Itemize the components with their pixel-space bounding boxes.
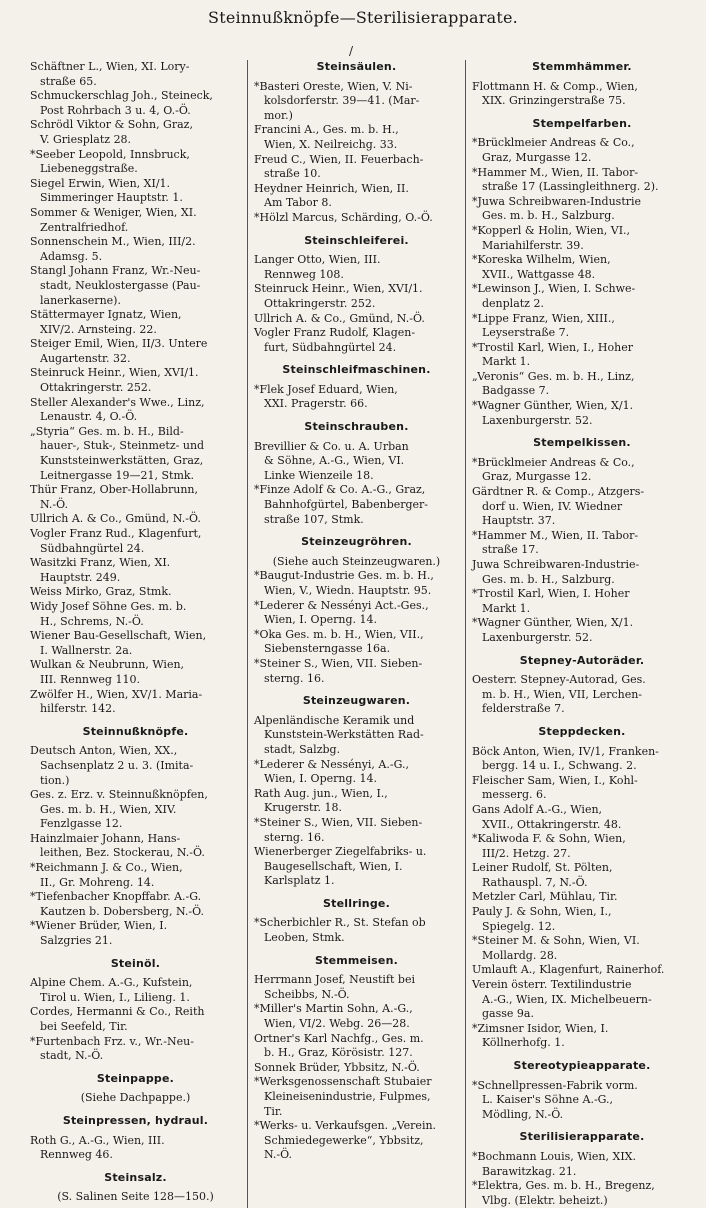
section-heading: Steinzeugwaren. bbox=[302, 694, 411, 708]
entry-continuation: Kunststein-Werkstätten Rad- bbox=[264, 728, 424, 742]
entry-continuation: sterng. 16. bbox=[264, 830, 325, 844]
entry-line: Sonnenschein M., Wien, III/2. bbox=[30, 235, 196, 249]
entry-line: *Elektra, Ges. m. b. H., Bregenz, bbox=[472, 1179, 655, 1193]
entry-continuation: Fenzlgasse 12. bbox=[40, 817, 123, 831]
see-also-note: (Siehe Dachpappe.) bbox=[80, 1091, 191, 1105]
entry-continuation: Hauptstr. 249. bbox=[40, 570, 121, 584]
page-title: Steinnußknöpfe—Sterilisierapparate. bbox=[208, 8, 518, 27]
entry-line: *Furtenbach Frz. v., Wr.-Neu- bbox=[30, 1034, 194, 1048]
entry-line: *Lederer & Nessényi Act.-Ges., bbox=[254, 598, 429, 612]
entry-continuation: Mödling, N.-Ö. bbox=[482, 1107, 564, 1121]
entry-continuation: Markt 1. bbox=[482, 355, 531, 369]
entry-continuation: Rennweg 108. bbox=[264, 267, 344, 281]
entry-continuation: Laxenburgerstr. 52. bbox=[482, 630, 593, 644]
entry-continuation: Salzgries 21. bbox=[40, 934, 113, 948]
entry-line: Vogler Franz Rud., Klagenfurt, bbox=[30, 527, 202, 540]
entry-continuation: leithen, Bez. Stockerau, N.-Ö. bbox=[40, 846, 205, 860]
entry-continuation: XIV/2. Arnsteing. 22. bbox=[40, 322, 157, 336]
entry-line: *Brücklmeier Andreas & Co., bbox=[472, 136, 635, 150]
entry-line: Flottmann H. & Comp., Wien, bbox=[472, 79, 638, 93]
entry-continuation: Liebeneggstraße. bbox=[40, 162, 138, 176]
section-heading: Steinpressen, hydraul. bbox=[62, 1113, 209, 1127]
entry-continuation: bei Seefeld, Tir. bbox=[40, 1020, 128, 1033]
entry-line: *Seeber Leopold, Innsbruck, bbox=[30, 147, 190, 161]
entry-line: Hainzlmaier Johann, Hans- bbox=[30, 831, 181, 845]
entry-line: Stangl Johann Franz, Wr.-Neu- bbox=[30, 264, 201, 278]
section-heading: Steinsalz. bbox=[104, 1170, 167, 1184]
entry-line: Ortner's Karl Nachfg., Ges. m. bbox=[254, 1031, 424, 1045]
section-heading: Stemmhämmer. bbox=[532, 60, 632, 73]
entry-continuation: m. b. H., Wien, VII, Lerchen- bbox=[482, 687, 643, 701]
entry-continuation: Ges. m. b. H., Salzburg. bbox=[482, 572, 615, 586]
entry-line: *Hammer M., Wien, II. Tabor- bbox=[472, 165, 639, 179]
entry-line: Schäftner L., Wien, XI. Lory- bbox=[30, 60, 190, 73]
entry-continuation: Wien, I. Operng. 14. bbox=[264, 772, 377, 786]
entry-continuation: Badgasse 7. bbox=[482, 384, 550, 398]
entry-continuation: Mollardg. 28. bbox=[482, 948, 558, 962]
entry-line: *Bochmann Louis, Wien, XIX. bbox=[472, 1149, 636, 1163]
entry-line: Metzler Carl, Mühlau, Tir. bbox=[472, 890, 618, 904]
entry-line: Freud C., Wien, II. Feuerbach- bbox=[254, 152, 424, 166]
entry-line: Alpine Chem. A.-G., Kufstein, bbox=[30, 976, 193, 990]
entry-line: Steinruck Heinr., Wien, XVI/1. bbox=[30, 366, 199, 380]
entry-continuation: Köllnerhofg. 1. bbox=[482, 1036, 565, 1050]
entry-continuation: Markt 1. bbox=[482, 601, 531, 615]
entry-line: *Wiener Brüder, Wien, I. bbox=[30, 919, 168, 933]
entry-continuation: V. Griesplatz 28. bbox=[40, 132, 132, 146]
entry-line: „Veronis“ Ges. m. b. H., Linz, bbox=[472, 369, 635, 383]
section-heading: Stempelfarben. bbox=[532, 116, 632, 130]
entry-line: Böck Anton, Wien, IV/1, Franken- bbox=[472, 744, 659, 758]
section-heading: Stereotypieapparate. bbox=[513, 1059, 651, 1072]
entry-continuation: N.-Ö. bbox=[264, 1148, 293, 1162]
entry-continuation: Linke Wienzeile 18. bbox=[264, 468, 374, 482]
section-heading: Steinpappe. bbox=[96, 1071, 175, 1085]
entry-continuation: Adamsg. 5. bbox=[40, 249, 103, 263]
entry-line: *Lewinson J., Wien, I. Schwe- bbox=[472, 282, 636, 296]
entry-line: Langer Otto, Wien, III. bbox=[254, 253, 381, 267]
entry-continuation: messerg. 6. bbox=[482, 788, 547, 802]
entry-line: Alpenländische Keramik und bbox=[254, 713, 415, 727]
section-heading: Steinsäulen. bbox=[316, 60, 397, 73]
entry-line: Roth G., A.-G., Wien, III. bbox=[30, 1133, 165, 1147]
entry-continuation: Kunststeinwerkstätten, Graz, bbox=[40, 454, 204, 468]
entry-continuation: Mariahilferstr. 39. bbox=[482, 238, 584, 252]
entry-continuation: Kautzen b. Dobersberg, N.-Ö. bbox=[40, 904, 204, 918]
entry-continuation: Leitnergasse 19—21, Stmk. bbox=[40, 468, 195, 482]
entry-line: Stättermayer Ignatz, Wien, bbox=[30, 308, 182, 322]
entry-line: Ullrich A. & Co., Gmünd, N.-Ö. bbox=[254, 311, 425, 325]
entry-line: *Steiner M. & Sohn, Wien, VI. bbox=[472, 934, 640, 948]
entry-continuation: furt, Südbahngürtel 24. bbox=[264, 340, 397, 354]
entry-continuation: lanerkaserne). bbox=[40, 293, 121, 307]
entry-continuation: Wien, I. Operng. 14. bbox=[264, 613, 377, 627]
entry-continuation: Siebensterngasse 16a. bbox=[264, 642, 391, 656]
entry-line: Deutsch Anton, Wien, XX., bbox=[30, 744, 178, 758]
entry-line: *Scherbichler R., St. Stefan ob bbox=[254, 916, 426, 930]
entry-continuation: Krugerstr. 18. bbox=[264, 801, 342, 815]
entry-line: Weiss Mirko, Graz, Stmk. bbox=[30, 585, 172, 599]
entry-continuation: straße 17. bbox=[482, 543, 539, 557]
entry-continuation: straße 17 (Lassingleithnerg. 2). bbox=[482, 180, 659, 194]
section-heading: Steinschrauben. bbox=[304, 420, 409, 434]
entry-line: Leiner Rudolf, St. Pölten, bbox=[472, 861, 613, 875]
entry-line: *Koreska Wilhelm, Wien, bbox=[472, 253, 611, 267]
entry-continuation: Bahnhofgürtel, Babenberger- bbox=[264, 498, 429, 512]
entry-line: Widy Josef Söhne Ges. m. b. bbox=[30, 599, 187, 613]
entry-line: *Lippe Franz, Wien, XIII., bbox=[472, 311, 615, 325]
entry-line: *Zimsner Isidor, Wien, I. bbox=[472, 1021, 609, 1035]
entry-line: *Hammer M., Wien, II. Tabor- bbox=[472, 528, 639, 542]
entry-continuation: Kleineisenindustrie, Fulpmes, bbox=[264, 1090, 431, 1103]
entry-line: Pauly J. & Sohn, Wien, I., bbox=[472, 905, 612, 919]
entry-continuation: III/2. Hetzg. 27. bbox=[482, 846, 571, 860]
entry-continuation: gasse 9a. bbox=[482, 1007, 534, 1021]
entry-continuation: straße 65. bbox=[40, 74, 97, 88]
entry-continuation: Sachsenplatz 2 u. 3. (Imita- bbox=[40, 758, 194, 772]
entry-continuation: Schmiedegewerke“, Ybbsitz, bbox=[264, 1133, 424, 1147]
entry-line: Oesterr. Stepney-Autorad, Ges. bbox=[472, 673, 646, 687]
entry-line: Siegel Erwin, Wien, XI/1. bbox=[30, 176, 171, 190]
entry-continuation: Hauptstr. 37. bbox=[482, 514, 556, 528]
section-heading: Steinnußknöpfe. bbox=[82, 724, 189, 738]
entry-line: Schrödl Viktor & Sohn, Graz, bbox=[30, 118, 193, 132]
entry-continuation: Leyserstraße 7. bbox=[482, 326, 570, 340]
section-heading: Steppdecken. bbox=[538, 724, 626, 738]
entry-continuation: III. Rennweg 110. bbox=[40, 672, 140, 686]
entry-continuation: straße 10. bbox=[264, 167, 321, 181]
entry-line: Steinruck Heinr., Wien, XVI/1. bbox=[254, 282, 423, 296]
column-middle bbox=[248, 60, 466, 1208]
entry-line: Zwölfer H., Wien, XV/1. Maria- bbox=[30, 687, 203, 701]
entry-line: Thür Franz, Ober-Hollabrunn, bbox=[30, 483, 198, 497]
entry-continuation: Graz, Murgasse 12. bbox=[482, 150, 592, 164]
entry-continuation: Wien, V., Wiedn. Hauptstr. 95. bbox=[264, 584, 432, 597]
entry-line: *Tiefenbacher Knopffabr. A.-G. bbox=[30, 890, 202, 904]
entry-line: *Hölzl Marcus, Schärding, O.-Ö. bbox=[254, 210, 433, 224]
section-heading: Sterilisierapparate. bbox=[519, 1130, 645, 1144]
entry-line: Sonnek Brüder, Ybbsitz, N.-Ö. bbox=[254, 1060, 420, 1074]
entry-continuation: Rathauspl. 7, N.-Ö. bbox=[482, 875, 588, 889]
entry-line: *Juwa Schreibwaren-Industrie bbox=[472, 194, 642, 208]
entry-continuation: XXI. Pragerstr. 66. bbox=[264, 397, 368, 411]
section-heading: Steinschleifmaschinen. bbox=[282, 363, 431, 377]
entry-continuation: hauer-, Stuk-, Steinmetz- und bbox=[40, 439, 205, 453]
entry-continuation: dorf u. Wien, IV. Wiedner bbox=[482, 499, 623, 513]
entry-line: *Steiner S., Wien, VII. Sieben- bbox=[254, 815, 423, 829]
entry-continuation: Laxenburgerstr. 52. bbox=[482, 413, 593, 427]
entry-line: *Oka Ges. m. b. H., Wien, VII., bbox=[254, 627, 424, 641]
entry-line: *Lederer & Nessényi, A.-G., bbox=[254, 757, 409, 771]
entry-line: *Basteri Oreste, Wien, V. Ni- bbox=[254, 79, 413, 93]
entry-continuation: Am Tabor 8. bbox=[264, 196, 332, 210]
entry-continuation: Südbahngürtel 24. bbox=[40, 541, 145, 555]
entry-line: *Flek Josef Eduard, Wien, bbox=[254, 382, 398, 396]
entry-line: Verein österr. Textilindustrie bbox=[472, 978, 632, 992]
entry-line: Fleischer Sam, Wien, I., Kohl- bbox=[472, 773, 638, 787]
entry-continuation: bergg. 14 u. I., Schwang. 2. bbox=[482, 759, 637, 773]
entry-line: *Reichmann J. & Co., Wien, bbox=[30, 861, 183, 875]
entry-continuation: Wien, X. Neilreichg. 33. bbox=[264, 137, 398, 151]
entry-continuation: mor.) bbox=[264, 108, 293, 122]
entry-continuation: Simmeringer Hauptstr. 1. bbox=[40, 191, 183, 205]
entry-continuation: stadt, N.-Ö. bbox=[40, 1049, 104, 1063]
entry-continuation: felderstraße 7. bbox=[482, 702, 565, 716]
entry-line: Cordes, Hermanni & Co., Reith bbox=[30, 1005, 205, 1019]
see-also-note: (Siehe auch Steinzeugwaren.) bbox=[272, 554, 441, 568]
entry-continuation: b. H., Graz, Körösistr. 127. bbox=[264, 1046, 413, 1060]
entry-line: *Kopperl & Holin, Wien, VI., bbox=[472, 223, 631, 237]
entry-line: Steller Alexander's Wwe., Linz, bbox=[30, 395, 205, 409]
entry-line: *Steiner S., Wien, VII. Sieben- bbox=[254, 656, 423, 670]
entry-continuation: XVII., Ottakringerstr. 48. bbox=[482, 817, 622, 831]
entry-continuation: N.-Ö. bbox=[40, 497, 69, 511]
see-also-note: (S. Salinen Seite 128—150.) bbox=[57, 1190, 214, 1204]
entry-continuation: Karlsplatz 1. bbox=[264, 874, 335, 888]
entry-line: *Miller's Martin Sohn, A.-G., bbox=[254, 1002, 413, 1016]
entry-continuation: sterng. 16. bbox=[264, 671, 325, 685]
entry-continuation: Rennweg 46. bbox=[40, 1148, 113, 1162]
entry-line: Herrmann Josef, Neustift bei bbox=[254, 973, 415, 987]
entry-line: Sommer & Weniger, Wien, XI. bbox=[30, 205, 197, 219]
entry-line: *Werksgenossenschaft Stubaier bbox=[254, 1075, 432, 1089]
entry-line: Ullrich A. & Co., Gmünd, N.-Ö. bbox=[30, 512, 201, 526]
entry-line: Francini A., Ges. m. b. H., bbox=[254, 123, 399, 137]
entry-continuation: Vlbg. (Elektr. beheizt.) bbox=[482, 1193, 608, 1207]
entry-line: *Werks- u. Verkaufsgen. „Verein. bbox=[254, 1119, 437, 1133]
columns bbox=[30, 60, 696, 1208]
entry-continuation: stadt, Salzbg. bbox=[264, 742, 341, 756]
entry-continuation: Augartenstr. 32. bbox=[40, 351, 131, 365]
section-heading: Stempelkissen. bbox=[533, 436, 631, 450]
entry-continuation: II., Gr. Mohreng. 14. bbox=[40, 875, 155, 889]
entry-continuation: Post Rohrbach 3 u. 4, O.-Ö. bbox=[40, 103, 191, 117]
entry-line: *Wagner Günther, Wien, X/1. bbox=[472, 399, 634, 413]
section-heading: Stellringe. bbox=[323, 896, 390, 910]
entry-continuation: XVII., Wattgasse 48. bbox=[482, 267, 596, 281]
entry-continuation: A.-G., Wien, IX. Michelbeuern- bbox=[482, 992, 652, 1006]
tick-mark: / bbox=[349, 44, 354, 58]
entry-continuation: Tir. bbox=[264, 1104, 283, 1118]
entry-continuation: Scheibbs, N.-Ö. bbox=[264, 987, 350, 1001]
entry-continuation: Ottakringerstr. 252. bbox=[40, 381, 152, 395]
section-heading: Stepney-Autoräder. bbox=[519, 653, 645, 667]
entry-line: *Brücklmeier Andreas & Co., bbox=[472, 455, 635, 469]
entry-line: *Schnellpressen-Fabrik vorm. bbox=[472, 1078, 638, 1092]
section-heading: Steinzeugröhren. bbox=[301, 535, 412, 549]
entry-continuation: Baugesellschaft, Wien, I. bbox=[264, 859, 403, 873]
entry-line: Schmuckerschlag Joh., Steineck, bbox=[30, 89, 213, 103]
entry-continuation: L. Kaiser's Söhne A.-G., bbox=[482, 1093, 614, 1107]
entry-line: *Wagner Günther, Wien, X/1. bbox=[472, 616, 634, 630]
entry-line: Wasitzki Franz, Wien, XI. bbox=[30, 556, 171, 570]
entry-line: „Styria“ Ges. m. b. H., Bild- bbox=[30, 424, 184, 438]
entry-continuation: Zentralfriedhof. bbox=[40, 220, 129, 234]
entry-continuation: Ges. m. b. H., Salzburg. bbox=[482, 209, 615, 223]
column-right bbox=[466, 60, 692, 1208]
entry-line: Rath Aug. jun., Wien, I., bbox=[254, 786, 388, 800]
section-heading: Stemmeisen. bbox=[314, 953, 398, 967]
entry-continuation: Barawitzkag. 21. bbox=[482, 1164, 577, 1178]
entry-continuation: Ottakringerstr. 252. bbox=[264, 296, 376, 310]
entry-line: Wulkan & Neubrunn, Wien, bbox=[30, 658, 185, 672]
entry-continuation: kolsdorferstr. 39—41. (Mar- bbox=[264, 94, 420, 108]
entry-continuation: I. Wallnerstr. 2a. bbox=[40, 643, 133, 657]
entry-line: Gärdtner R. & Comp., Atzgers- bbox=[472, 485, 645, 499]
column-left bbox=[30, 60, 248, 1208]
entry-continuation: stadt, Neuklostergasse (Pau- bbox=[40, 278, 201, 292]
section-heading: Steinöl. bbox=[110, 956, 161, 970]
entry-line: *Kaliwoda F. & Sohn, Wien, bbox=[472, 832, 626, 846]
entry-continuation: Lenaustr. 4, O.-Ö. bbox=[40, 410, 138, 424]
entry-line: Heydner Heinrich, Wien, II. bbox=[254, 181, 409, 195]
entry-continuation: & Söhne, A.-G., Wien, VI. bbox=[264, 454, 405, 468]
entry-continuation: Tirol u. Wien, I., Lilieng. 1. bbox=[40, 990, 190, 1004]
entry-continuation: Ges. m. b. H., Wien, XIV. bbox=[40, 802, 177, 816]
entry-line: *Trostil Karl, Wien, I., Hoher bbox=[472, 340, 633, 354]
entry-line: Ges. z. Erz. v. Steinnußknöpfen, bbox=[30, 788, 208, 802]
entry-continuation: XIX. Grinzingerstraße 75. bbox=[482, 94, 626, 108]
entry-continuation: Spiegelg. 12. bbox=[482, 919, 556, 933]
entry-line: Juwa Schreibwaren-Industrie- bbox=[472, 558, 640, 571]
entry-continuation: straße 107, Stmk. bbox=[264, 512, 364, 526]
entry-continuation: Wien, VI/2. Webg. 26—28. bbox=[264, 1017, 410, 1031]
entry-line: *Trostil Karl, Wien, I. Hoher bbox=[472, 587, 630, 601]
entry-continuation: denplatz 2. bbox=[482, 296, 544, 310]
entry-line: Gans Adolf A.-G., Wien, bbox=[472, 802, 603, 816]
entry-line: Brevillier & Co. u. A. Urban bbox=[254, 439, 409, 453]
entry-line: Wienerberger Ziegelfabriks- u. bbox=[254, 845, 427, 859]
entry-line: *Baugut-Industrie Ges. m. b. H., bbox=[254, 569, 434, 583]
entry-line: Steiger Emil, Wien, II/3. Untere bbox=[30, 337, 208, 351]
entry-continuation: tion.) bbox=[40, 773, 70, 787]
entry-continuation: Leoben, Stmk. bbox=[264, 931, 345, 945]
entry-line: Wiener Bau-Gesellschaft, Wien, bbox=[30, 629, 207, 643]
entry-line: Vogler Franz Rudolf, Klagen- bbox=[254, 326, 416, 340]
section-heading: Steinschleiferei. bbox=[304, 233, 409, 247]
entry-line: Umlauft A., Klagenfurt, Rainerhof. bbox=[472, 963, 665, 977]
entry-continuation: Graz, Murgasse 12. bbox=[482, 470, 592, 484]
entry-continuation: H., Schrems, N.-Ö. bbox=[40, 614, 144, 628]
entry-line: *Finze Adolf & Co. A.-G., Graz, bbox=[254, 483, 426, 497]
entry-continuation: hilferstr. 142. bbox=[40, 702, 116, 716]
